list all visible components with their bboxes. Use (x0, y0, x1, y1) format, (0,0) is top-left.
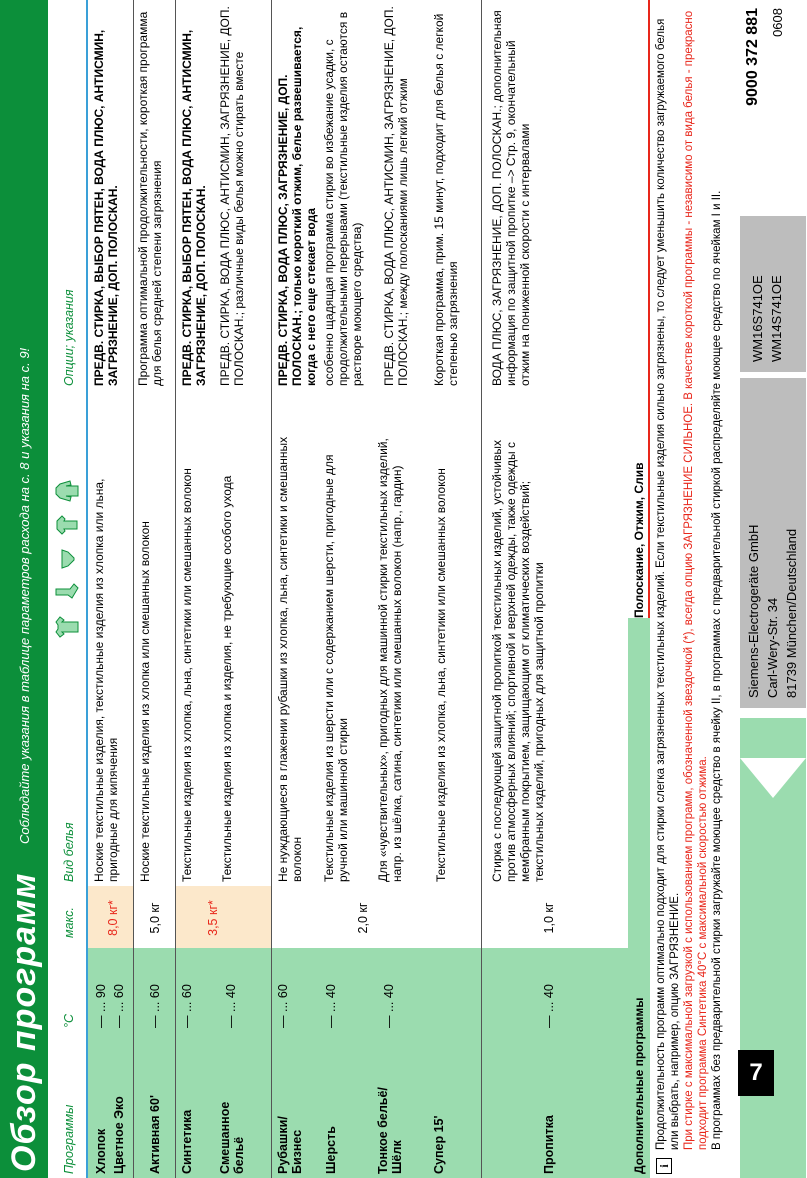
underwear-icon (54, 548, 80, 570)
program-kind: Текстильные изделия из хлопка, льна, синтетики или смешанных волокон (434, 468, 448, 882)
notes (654, 4, 724, 1150)
header-temp: °C (62, 1013, 76, 1028)
program-name: Тонкое бельё/Шёлк (376, 1087, 404, 1174)
header-programs: Программы (62, 1104, 76, 1174)
info-icon: i (656, 1158, 672, 1174)
program-temp: — ... 40 (224, 984, 238, 1028)
sock-icon (54, 582, 80, 604)
program-name: Активная 60' (148, 1095, 162, 1174)
program-kind: Текстильные изделия из хлопка и изделия, не требующие особого ухода (220, 475, 234, 882)
extra-programs-row (628, 0, 650, 1178)
page-title: Обзор программ (4, 872, 43, 1172)
note-paragraph-warning: При стирке с максимальной загрузкой с использованием программ, обозначенной звездочкой (*), всегда опцию ЗАГРЯЗНЕНИЕ СИЛЬНОЕ. В качестве короткой программы - независимо от вида белья - прекрасно подходит программа Синтетика 40°С с максимальной скоростью отжима. (683, 10, 709, 1150)
shirt-icon (54, 616, 80, 638)
header-kind: Вид белья (62, 822, 76, 882)
company-box (740, 378, 806, 708)
program-temp: — ... 90 (94, 984, 108, 1028)
blouse-icon (54, 514, 80, 536)
program-temp: — ... 40 (382, 984, 396, 1028)
program-temp: — ... 40 (324, 984, 338, 1028)
program-temp: — ... 60 (276, 984, 290, 1028)
program-kind: Не нуждающиеся в глажении рубашки из хлопка, льна, синтетики и смешанных волокон (276, 436, 304, 882)
title-band (0, 0, 48, 1178)
program-options: ПРЕДВ. СТИРКА, ВЫБОР ПЯТЕН, ВОДА ПЛЮС, АНТИСМИН, ЗАГРЯЗНЕНИЕ, ДОП. ПОЛОСКАН. (92, 29, 120, 386)
table-row (134, 0, 176, 1178)
laundry-icons (54, 480, 80, 638)
company-name: Siemens-Electrogeräte GmbH (746, 524, 761, 698)
table-header (48, 0, 88, 1178)
arrow-notch (740, 758, 806, 798)
program-temp: — ... 60 (180, 984, 194, 1028)
program-temp: — ... 40 (542, 984, 556, 1028)
program-options: ПРЕДВ. СТИРКА, ВОДА ПЛЮС, АНТИСМИН, ЗАГРЯЗНЕНИЕ, ДОП. ПОЛОСКАН.; между полосканиями лишь легкий отжим (382, 6, 410, 386)
program-name: Шерсть (324, 1126, 338, 1174)
header-max: макс. (62, 906, 76, 938)
jacket-icon (54, 480, 80, 502)
program-max-load: 3,5 кг* (206, 900, 220, 936)
table-row (272, 0, 482, 1178)
bottom-band (730, 0, 807, 1178)
program-temp: — ... 60 (112, 984, 126, 1028)
program-options: Короткая программа, прим. 15 минут, подходит для белья с легкой степенью загрязнения (432, 13, 460, 386)
program-options: ВОДА ПЛЮС, ЗАГРЯЗНЕНИЕ, ДОП. ПОЛОСКАН.; дополнительная информация по защитной пропитке –> Стр. 9, окончательный отжим на пониженной скорости с интервалами (490, 10, 532, 386)
note-paragraph: В программах без предварительной стирки загружайте моющее средство в ячейку II, в программах с предварительной стиркой распределяйте моющее средство по ячейкам I и II. (711, 190, 723, 1150)
program-kind: Стирка с последующей защитной пропиткой текстильных изделий, устойчивых против атмосферных влияний; спортивной и верхней одежды, также одежды с мембранным покрытием, защищающим от климатических воздействий; текстильных изделий, пригодных для защитной пропитки (490, 440, 546, 882)
title-note: Соблюдайте указания в таблице параметров расхода на с. 8 и указания на с. 9! (16, 347, 32, 844)
program-name: Смешанное бельё (218, 1101, 246, 1174)
program-name: Супер 15' (432, 1115, 446, 1174)
extra-programs-label: Дополнительные программы (628, 618, 650, 1178)
models-box (740, 216, 806, 372)
program-max-load: 5,0 кг (148, 902, 162, 934)
doc-date: 0608 (770, 8, 785, 37)
table-row (88, 0, 134, 1178)
program-name: Пропитка (542, 1115, 556, 1174)
program-kind: Ноские текстильные изделия, текстильные изделия из хлопка или льна, пригодные для кипячения (92, 478, 120, 882)
program-options: ПРЕДВ. СТИРКА, ВОДА ПЛЮС, АНТИСМИН, ЗАГРЯЗНЕНИЕ, ДОП. ПОЛОСКАН.; различные виды белья можно стирать вместе (218, 6, 246, 386)
table-row (482, 0, 628, 1178)
model-name: WM16S741OE (750, 275, 765, 362)
program-kind: Ноские текстильные изделия из хлопка или смешанных волокон (138, 521, 152, 882)
program-max-load: 8,0 кг* (106, 900, 120, 936)
header-options: Опции; указания (62, 289, 76, 386)
program-name: Рубашки/ Бизнес (276, 1116, 304, 1174)
doc-code: 9000 372 881 (744, 8, 761, 106)
program-options: Программа оптимальной продолжительности, короткая программа для белья средней степени загрязнения (136, 11, 164, 386)
program-max-load: 2,0 кг (356, 902, 370, 934)
program-max-load: 1,0 кг (542, 902, 556, 934)
program-kind: Для «чувствительных», пригодных для машинной стирки текстильных изделий, напр. из шёлка, сатина, синтетики или смешанных волокон (напр., гардин) (376, 438, 404, 882)
program-options: ПРЕДВ. СТИРКА, ВОДА ПЛЮС, ЗАГРЯЗНЕНИЕ, ДОП. ПОЛОСКАН.; только короткий отжим, белье развешивается, когда с него еще стекает вода (276, 26, 318, 386)
extra-programs-items: Полоскание, Отжим, Слив (632, 462, 646, 618)
table-row (176, 0, 272, 1178)
program-name: Хлопок (94, 1128, 108, 1174)
model-name: WM14S741OE (769, 275, 784, 362)
program-kind: Текстильные изделия из шерсти или с содержанием шерсти, пригодные для ручной или машинной стирки (322, 454, 350, 882)
program-temp: — ... 60 (148, 984, 162, 1028)
program-table (88, 0, 628, 1178)
program-options: ПРЕДВ. СТИРКА, ВЫБОР ПЯТЕН, ВОДА ПЛЮС, АНТИСМИН, ЗАГРЯЗНЕНИЕ, ДОП. ПОЛОСКАН. (180, 29, 208, 386)
program-options: особенно щадящая программа стирки во избежание усадки, с продолжительными перерывами (текстильные изделия остаются в растворе моющего средства) (322, 11, 364, 386)
note-paragraph: Продолжительность программ оптимально подходит для стирки слегка загрязненных текстильных изделий. Если текстильные изделия сильно загрязнены, то следует уменьшить количество загружаемого белья или выбрать, например, опцию ЗАГРЯЗНЕНИЕ. (655, 18, 681, 1150)
company-street: Carl-Wery-Str. 34 (765, 597, 780, 698)
program-name: Цветное Эко (112, 1096, 126, 1174)
program-kind: Текстильные изделия из хлопка, льна, синтетики или смешанных волокон (180, 468, 194, 882)
program-name: Синтетика (180, 1109, 194, 1174)
page-number: 7 (738, 1050, 774, 1096)
company-city: 81739 München/Deutschland (784, 528, 799, 698)
